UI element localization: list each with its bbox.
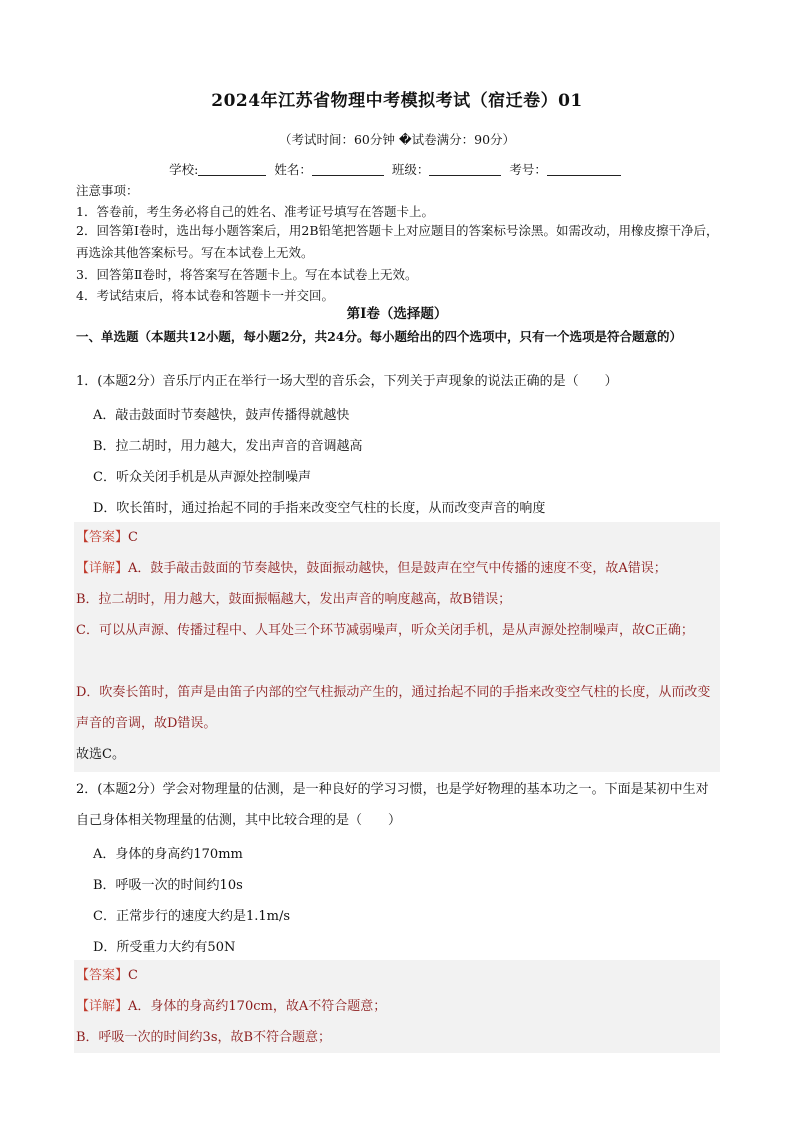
question-2-stem: 2．(本题2分）学会对物理量的估测，是一种良好的学习习惯，也是学好物理的基本功之一。下面是某初中生对自己身体相关物理量的估测，其中比较合理的是（ ） [76, 782, 709, 828]
question-2-option-d: D．所受重力大约有50N [93, 940, 236, 955]
notice-item-1: 1．答卷前，考生务必将自己的姓名、准考证号填写在答题卡上。 [76, 204, 434, 219]
notice-item-3: 3．回答第Ⅱ卷时，将答案写在答题卡上。写在本试卷上无效。 [76, 267, 418, 282]
page-title: 2024年江苏省物理中考模拟考试（宿迁卷）01 [211, 91, 583, 111]
question-1-option-a: A．敲击鼓面时节奏越快，鼓声传播得就越快 [93, 408, 350, 423]
question-2-option-b: B．呼吸一次的时间约10s [93, 878, 243, 893]
question-1-option-b: B．拉二胡时，用力越大，发出声音的音调越高 [93, 439, 363, 454]
detail-1-d: D．吹奏长笛时，笛声是由笛子内部的空气柱振动产生的，通过抬起不同的手指来改变空气柱的长度，从而改变声音的音调，故D错误。 [76, 685, 711, 731]
answer-tag: 【答案】 [76, 968, 129, 983]
question-1-option-d: D．吹长笛时，通过抬起不同的手指来改变空气柱的长度，从而改变声音的响度 [93, 501, 546, 516]
answer-1 [76, 522, 718, 553]
class-label: 班级： [391, 162, 430, 177]
answer-tag: 【答案】 [76, 530, 129, 545]
detail-tag: 【详解】 [76, 999, 129, 1014]
detail-2-b: B．呼吸一次的时间约3s，故B不符合题意； [76, 1030, 332, 1045]
exam-number-label: 考号： [509, 162, 547, 177]
question-1-option-c: C．听众关闭手机是从声源处控制噪声 [93, 470, 311, 485]
exam-number-blank[interactable] [547, 161, 621, 176]
detail-1 [76, 553, 718, 584]
part-heading: 一、单选题（本题共12小题，每小题2分，共24分。每小题给出的四个选项中，只有一个选项是符合题意的） [76, 329, 682, 344]
question-1-stem: 1．(本题2分）音乐厅内正在举行一场大型的音乐会，下列关于声现象的说法正确的是（ ） [76, 374, 618, 389]
class-blank[interactable] [429, 161, 501, 176]
detail-line: A．鼓手敲击鼓面的节奏越快，鼓面振动越快，但是鼓声在空气中传播的速度不变，故A错误； [128, 561, 667, 576]
question-2-option-c: C．正常步行的速度大约是1.1m/s [93, 909, 290, 924]
student-info-fields [0, 160, 794, 178]
detail-line: A．身体的身高约170cm，故A不符合题意； [128, 999, 387, 1014]
detail-1-b: B．拉二胡时，用力越大，鼓面振幅越大，发出声音的响度越高，故B错误； [76, 592, 512, 607]
school-label: 学校: [169, 162, 199, 177]
section-title: 第Ⅰ卷（选择题） [346, 306, 448, 322]
notice-heading: 注意事项： [76, 183, 139, 198]
notice-item-4: 4．考试结束后，将本试卷和答题卡一并交回。 [76, 288, 334, 303]
name-label: 姓名： [274, 162, 312, 177]
school-blank[interactable] [198, 161, 266, 176]
conclusion-1: 故选C。 [76, 747, 125, 762]
detail-1-c: C．可以从声源、传播过程中、人耳处三个环节减弱噪声，听众关闭手机，是从声源处控制噪声，故C正确； [76, 623, 694, 638]
notice-item-2: 2．回答第Ⅰ卷时，选出每小题答案后，用2B铅笔把答题卡上对应题目的答案标号涂黑。如需改动，用橡皮擦干净后，再选涂其他答案标号。写在本试卷上无效。 [76, 223, 719, 260]
detail-tag: 【详解】 [76, 561, 129, 576]
answer-value: C [128, 530, 138, 545]
name-blank[interactable] [312, 161, 384, 176]
question-2-option-a: A．身体的身高约170mm [93, 847, 243, 862]
answer-2 [76, 960, 718, 991]
exam-info: （考试时间：60分钟 �试卷满分：90分） [278, 132, 516, 147]
answer-value: C [128, 968, 138, 983]
detail-2 [76, 991, 718, 1022]
